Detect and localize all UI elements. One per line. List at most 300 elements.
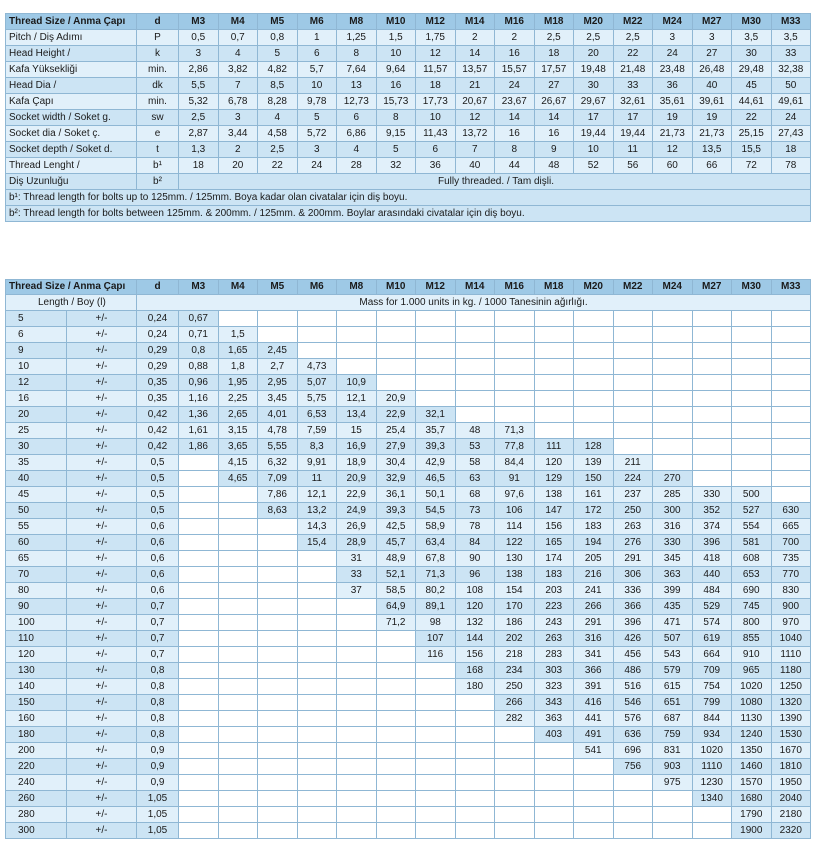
mass-value-cell: 234 <box>495 663 535 679</box>
value-cell: 50 <box>771 78 811 94</box>
mass-value-cell <box>337 615 377 631</box>
value-cell: 32,61 <box>613 94 653 110</box>
value-cell: 4,82 <box>258 62 298 78</box>
tolerance-cell: +/- <box>67 647 137 663</box>
value-cell: 2 <box>495 30 535 46</box>
mass-value-cell: 237 <box>613 487 653 503</box>
mass-value-cell <box>376 695 416 711</box>
mass-value-cell: 116 <box>416 647 456 663</box>
row-symbol: b² <box>137 174 179 190</box>
mass-value-cell <box>653 391 693 407</box>
mass-value-cell <box>337 359 377 375</box>
table-row <box>6 471 811 487</box>
length-cell: 180 <box>6 727 67 743</box>
mass-value-cell: 30,4 <box>376 455 416 471</box>
mass-value-cell: 31 <box>337 551 377 567</box>
tolerance-cell: +/- <box>67 455 137 471</box>
row-label: Socket width / Soket g. <box>6 110 137 126</box>
mass-value-cell <box>416 343 456 359</box>
mass-value-cell <box>534 375 574 391</box>
mass-value-cell: 39,3 <box>416 439 456 455</box>
mass-value-cell <box>771 327 811 343</box>
length-cell: 200 <box>6 743 67 759</box>
mass-value-cell: 1680 <box>732 791 772 807</box>
tolerance-cell: +/- <box>67 471 137 487</box>
mass-value-cell <box>613 359 653 375</box>
value-cell: 7 <box>218 78 258 94</box>
d-cell: 0,7 <box>137 615 179 631</box>
length-cell: 60 <box>6 535 67 551</box>
mass-subheader-row <box>6 295 811 311</box>
mass-value-cell <box>692 375 732 391</box>
d-cell: 0,6 <box>137 567 179 583</box>
mass-value-cell <box>771 423 811 439</box>
mass-value-cell: 1110 <box>692 759 732 775</box>
mass-value-cell <box>416 679 456 695</box>
value-cell: 2,5 <box>179 110 219 126</box>
mass-value-cell <box>771 487 811 503</box>
mass-value-cell <box>258 679 298 695</box>
value-cell: 40 <box>692 78 732 94</box>
length-cell: 16 <box>6 391 67 407</box>
mass-value-cell: 263 <box>534 631 574 647</box>
mass-value-cell <box>613 311 653 327</box>
mass-value-cell <box>653 423 693 439</box>
mass-header-row <box>6 280 811 295</box>
mass-value-cell <box>692 423 732 439</box>
value-cell: 33 <box>613 78 653 94</box>
mass-value-cell <box>416 391 456 407</box>
mass-value-cell: 7,59 <box>297 423 337 439</box>
mass-value-cell: 122 <box>495 535 535 551</box>
mass-value-cell <box>455 311 495 327</box>
d-cell: 0,6 <box>137 551 179 567</box>
value-cell: 13,57 <box>455 62 495 78</box>
spec-size-m5: M5 <box>258 14 298 30</box>
mass-value-cell <box>376 823 416 839</box>
value-cell: 60 <box>653 158 693 174</box>
mass-value-cell: 770 <box>771 567 811 583</box>
mass-value-cell <box>495 727 535 743</box>
mass-value-cell: 180 <box>455 679 495 695</box>
value-cell: 16 <box>495 46 535 62</box>
mass-value-cell: 58 <box>455 455 495 471</box>
d-cell: 0,29 <box>137 359 179 375</box>
value-cell: 36 <box>653 78 693 94</box>
footnote-row <box>6 190 811 206</box>
mass-value-cell: 665 <box>771 519 811 535</box>
tolerance-cell: +/- <box>67 311 137 327</box>
table-row <box>6 631 811 647</box>
tolerance-cell: +/- <box>67 759 137 775</box>
table-row <box>6 567 811 583</box>
value-cell: 32,38 <box>771 62 811 78</box>
mass-value-cell <box>218 551 258 567</box>
value-cell: 30 <box>732 46 772 62</box>
mass-value-cell: 1,86 <box>179 439 219 455</box>
value-cell: 72 <box>732 158 772 174</box>
value-cell: 44,61 <box>732 94 772 110</box>
mass-value-cell <box>179 471 219 487</box>
table-row <box>6 503 811 519</box>
mass-value-cell <box>416 359 456 375</box>
mass-value-cell: 303 <box>534 663 574 679</box>
mass-value-cell <box>455 359 495 375</box>
mass-value-cell: 128 <box>574 439 614 455</box>
value-cell: 9,78 <box>297 94 337 110</box>
row-symbol: t <box>137 142 179 158</box>
mass-value-cell: 285 <box>653 487 693 503</box>
mass-value-cell <box>297 631 337 647</box>
d-cell: 0,9 <box>137 759 179 775</box>
mass-value-cell <box>732 455 772 471</box>
mass-value-cell <box>574 359 614 375</box>
mass-value-cell <box>692 311 732 327</box>
mass-value-cell <box>534 423 574 439</box>
mass-value-cell: 2320 <box>771 823 811 839</box>
mass-value-cell: 2,95 <box>258 375 298 391</box>
value-cell: 66 <box>692 158 732 174</box>
mass-value-cell: 491 <box>574 727 614 743</box>
mass-value-cell: 241 <box>574 583 614 599</box>
value-cell: 1,75 <box>416 30 456 46</box>
mass-value-cell: 1,61 <box>179 423 219 439</box>
length-cell: 45 <box>6 487 67 503</box>
mass-value-cell: 435 <box>653 599 693 615</box>
mass-value-cell <box>613 423 653 439</box>
value-cell: 6 <box>297 46 337 62</box>
mass-value-cell: 71,3 <box>495 423 535 439</box>
mass-value-cell <box>692 455 732 471</box>
value-cell: 20 <box>574 46 614 62</box>
mass-value-cell <box>613 823 653 839</box>
mass-value-cell: 58,9 <box>416 519 456 535</box>
value-cell: 11,43 <box>416 126 456 142</box>
mass-table <box>5 279 811 839</box>
mass-value-cell: 399 <box>653 583 693 599</box>
mass-value-cell <box>337 823 377 839</box>
mass-value-cell <box>297 743 337 759</box>
mass-value-cell: 330 <box>653 535 693 551</box>
mass-value-cell: 756 <box>613 759 653 775</box>
mass-value-cell: 554 <box>732 519 772 535</box>
mass-value-cell <box>179 535 219 551</box>
footnote1: b¹: Thread length for bolts up to 125mm. / 125mm. Boya kadar olan civatalar için diş boyu. <box>6 190 811 206</box>
d-cell: 1,05 <box>137 823 179 839</box>
mass-value-cell <box>692 807 732 823</box>
value-cell: 49,61 <box>771 94 811 110</box>
mass-value-cell <box>218 663 258 679</box>
mass-value-cell: 975 <box>653 775 693 791</box>
row-label: Pitch / Diş Adımı <box>6 30 137 46</box>
mass-value-cell <box>179 743 219 759</box>
tolerance-cell: +/- <box>67 375 137 391</box>
d-cell: 0,35 <box>137 391 179 407</box>
value-cell: 19 <box>692 110 732 126</box>
value-cell: 33 <box>771 46 811 62</box>
value-cell: 17,73 <box>416 94 456 110</box>
table-row <box>6 142 811 158</box>
mass-value-cell <box>179 567 219 583</box>
row-label: Head Dia / <box>6 78 137 94</box>
footnote-row <box>6 206 811 222</box>
value-cell: 21,48 <box>613 62 653 78</box>
mass-value-cell: 120 <box>455 599 495 615</box>
value-cell: 19,44 <box>574 126 614 142</box>
mass-value-cell <box>455 727 495 743</box>
value-cell: 19,44 <box>613 126 653 142</box>
value-cell: 18 <box>416 78 456 94</box>
mass-value-cell <box>534 407 574 423</box>
mass-value-cell: 830 <box>771 583 811 599</box>
value-cell: 18 <box>534 46 574 62</box>
mass-value-cell: 224 <box>613 471 653 487</box>
d-cell: 0,9 <box>137 743 179 759</box>
mass-value-cell: 42,5 <box>376 519 416 535</box>
mass-value-cell: 1,36 <box>179 407 219 423</box>
mass-value-cell <box>455 711 495 727</box>
value-cell: 4,58 <box>258 126 298 142</box>
d-cell: 0,8 <box>137 663 179 679</box>
mass-value-cell: 374 <box>692 519 732 535</box>
mass-value-cell: 144 <box>455 631 495 647</box>
mass-value-cell <box>495 759 535 775</box>
mass-value-cell <box>337 599 377 615</box>
mass-value-cell: 291 <box>613 551 653 567</box>
mass-value-cell <box>376 759 416 775</box>
mass-value-cell: 205 <box>574 551 614 567</box>
mass-value-cell: 63 <box>455 471 495 487</box>
d-cell: 0,6 <box>137 519 179 535</box>
mass-value-cell <box>653 359 693 375</box>
mass-value-cell: 690 <box>732 583 772 599</box>
value-cell: 2 <box>218 142 258 158</box>
length-cell: 140 <box>6 679 67 695</box>
mass-value-cell <box>534 743 574 759</box>
value-cell: 4 <box>218 46 258 62</box>
value-cell: 5,5 <box>179 78 219 94</box>
value-cell: 28 <box>337 158 377 174</box>
value-cell: 56 <box>613 158 653 174</box>
mass-value-cell: 243 <box>534 615 574 631</box>
mass-value-cell <box>495 343 535 359</box>
value-cell: 21,73 <box>653 126 693 142</box>
spec-body <box>6 30 811 222</box>
mass-value-cell: 5,75 <box>297 391 337 407</box>
mass-value-cell: 68 <box>455 487 495 503</box>
mass-size-m4: M4 <box>218 280 258 295</box>
mass-value-cell <box>179 663 219 679</box>
mass-value-cell: 45,7 <box>376 535 416 551</box>
mass-value-cell: 9,91 <box>297 455 337 471</box>
mass-value-cell: 10,9 <box>337 375 377 391</box>
mass-value-cell: 1,8 <box>218 359 258 375</box>
mass-value-cell: 216 <box>574 567 614 583</box>
mass-value-cell <box>416 743 456 759</box>
mass-value-cell: 306 <box>613 567 653 583</box>
tolerance-cell: +/- <box>67 711 137 727</box>
value-cell: 21 <box>455 78 495 94</box>
mass-value-cell: 1570 <box>732 775 772 791</box>
mass-value-cell: 323 <box>534 679 574 695</box>
mass-value-cell <box>416 727 456 743</box>
mass-value-cell <box>534 327 574 343</box>
value-cell: 18 <box>771 142 811 158</box>
mass-value-cell <box>376 647 416 663</box>
value-cell: 6 <box>416 142 456 158</box>
mass-value-cell: 2040 <box>771 791 811 807</box>
value-cell: 10 <box>376 46 416 62</box>
mass-value-cell: 91 <box>495 471 535 487</box>
mass-value-cell: 345 <box>653 551 693 567</box>
mass-value-cell: 11 <box>297 471 337 487</box>
mass-value-cell <box>297 727 337 743</box>
mass-value-cell: 0,67 <box>179 311 219 327</box>
mass-value-cell: 183 <box>574 519 614 535</box>
tolerance-cell: +/- <box>67 391 137 407</box>
mass-value-cell <box>376 679 416 695</box>
table-row <box>6 62 811 78</box>
table-row <box>6 30 811 46</box>
mass-value-cell: 107 <box>416 631 456 647</box>
mass-size-m16: M16 <box>495 280 535 295</box>
value-cell: 18 <box>179 158 219 174</box>
value-cell: 8 <box>337 46 377 62</box>
value-cell: 12 <box>653 142 693 158</box>
mass-value-cell: 965 <box>732 663 772 679</box>
mass-value-cell <box>416 327 456 343</box>
mass-value-cell <box>218 311 258 327</box>
mass-value-cell <box>574 407 614 423</box>
table-row <box>6 711 811 727</box>
mass-value-cell: 391 <box>574 679 614 695</box>
tolerance-cell: +/- <box>67 615 137 631</box>
row-symbol: dk <box>137 78 179 94</box>
value-cell: 1,5 <box>376 30 416 46</box>
mass-value-cell: 352 <box>692 503 732 519</box>
mass-value-cell <box>455 391 495 407</box>
mass-value-cell <box>732 439 772 455</box>
mass-value-cell: 1460 <box>732 759 772 775</box>
table-row <box>6 663 811 679</box>
mass-value-cell <box>455 823 495 839</box>
value-cell: 21,73 <box>692 126 732 142</box>
mass-value-cell <box>337 679 377 695</box>
mass-value-cell <box>416 695 456 711</box>
mass-value-cell <box>692 327 732 343</box>
mass-value-cell <box>297 567 337 583</box>
value-cell: 22 <box>613 46 653 62</box>
mass-value-cell <box>297 311 337 327</box>
mass-value-cell <box>732 407 772 423</box>
value-cell: 3 <box>218 110 258 126</box>
d-cell: 1,05 <box>137 791 179 807</box>
spec-header-symbol: d <box>137 14 179 30</box>
mass-value-cell: 1230 <box>692 775 732 791</box>
table-row <box>6 647 811 663</box>
mass-value-cell: 5,55 <box>258 439 298 455</box>
mass-value-cell: 250 <box>613 503 653 519</box>
tolerance-cell: +/- <box>67 679 137 695</box>
mass-value-cell: 541 <box>574 743 614 759</box>
mass-value-cell <box>337 759 377 775</box>
mass-value-cell: 64,9 <box>376 599 416 615</box>
tolerance-cell: +/- <box>67 487 137 503</box>
mass-value-cell: 546 <box>613 695 653 711</box>
mass-value-cell <box>732 359 772 375</box>
mass-value-cell <box>613 791 653 807</box>
mass-value-cell <box>179 695 219 711</box>
mass-value-cell <box>218 823 258 839</box>
mass-value-cell: 416 <box>574 695 614 711</box>
mass-value-cell: 970 <box>771 615 811 631</box>
mass-value-cell: 52,1 <box>376 567 416 583</box>
value-cell: 27 <box>692 46 732 62</box>
mass-value-cell: 114 <box>495 519 535 535</box>
value-cell: 29,67 <box>574 94 614 110</box>
d-cell: 0,42 <box>137 423 179 439</box>
mass-value-cell <box>376 327 416 343</box>
length-cell: 35 <box>6 455 67 471</box>
value-cell: 23,67 <box>495 94 535 110</box>
value-cell: 3 <box>297 142 337 158</box>
value-cell: 15,57 <box>495 62 535 78</box>
mass-value-cell: 266 <box>495 695 535 711</box>
mass-value-cell <box>297 775 337 791</box>
mass-value-cell <box>771 407 811 423</box>
mass-value-cell: 6,53 <box>297 407 337 423</box>
mass-value-cell <box>337 743 377 759</box>
mass-value-cell: 172 <box>574 503 614 519</box>
mass-value-cell: 39,3 <box>376 503 416 519</box>
row-symbol: e <box>137 126 179 142</box>
mass-value-cell: 132 <box>455 615 495 631</box>
mass-value-cell: 500 <box>732 487 772 503</box>
mass-value-cell <box>534 791 574 807</box>
mass-value-cell <box>258 711 298 727</box>
spec-size-m18: M18 <box>534 14 574 30</box>
mass-value-cell: 12,1 <box>297 487 337 503</box>
value-cell: 39,61 <box>692 94 732 110</box>
value-cell: 20,67 <box>455 94 495 110</box>
table-row <box>6 759 811 775</box>
mass-value-cell: 341 <box>574 647 614 663</box>
value-cell: 52 <box>574 158 614 174</box>
tolerance-cell: +/- <box>67 503 137 519</box>
mass-value-cell: 291 <box>574 615 614 631</box>
row-symbol: P <box>137 30 179 46</box>
table-row <box>6 311 811 327</box>
mass-value-cell <box>218 631 258 647</box>
mass-value-cell: 745 <box>732 599 772 615</box>
mass-value-cell: 25,4 <box>376 423 416 439</box>
mass-value-cell <box>416 711 456 727</box>
mass-value-cell: 170 <box>495 599 535 615</box>
value-cell: 8,5 <box>258 78 298 94</box>
mass-value-cell: 1530 <box>771 727 811 743</box>
value-cell: 3 <box>692 30 732 46</box>
value-cell: 17 <box>613 110 653 126</box>
value-cell: 13 <box>337 78 377 94</box>
mass-value-cell: 282 <box>495 711 535 727</box>
value-cell: 1,3 <box>179 142 219 158</box>
mass-value-cell: 138 <box>534 487 574 503</box>
mass-value-cell <box>337 727 377 743</box>
table-row <box>6 359 811 375</box>
mass-value-cell <box>771 455 811 471</box>
mass-value-cell: 1,16 <box>179 391 219 407</box>
table-row <box>6 375 811 391</box>
